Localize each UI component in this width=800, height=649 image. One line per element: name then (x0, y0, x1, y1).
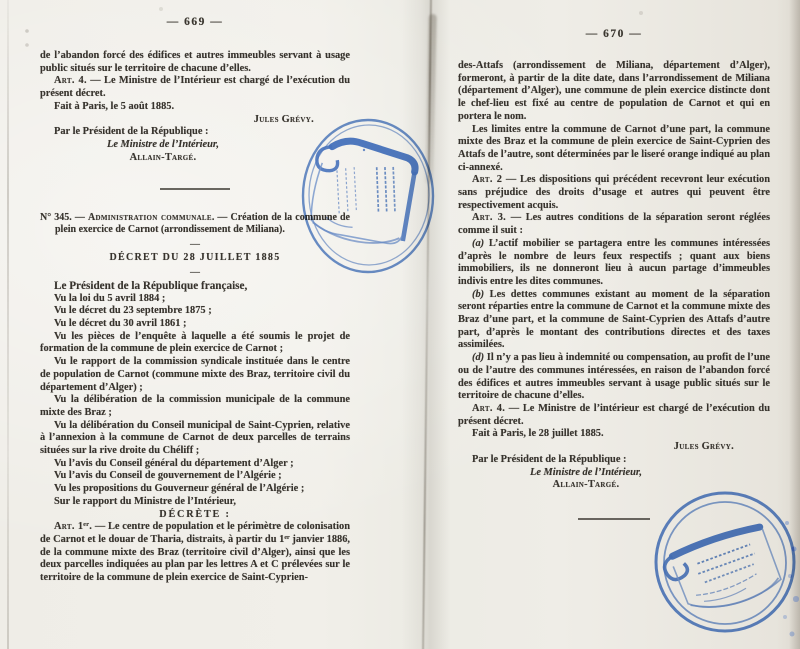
text-segment: L’actif mobilier se partagera entre les communes intéressées d’après le nombre de leurs feux respectifs ; quant aux biens immobiliers, ils ne donneront lieu à aucun partage d’immeubles indivis entre les dites communes. (458, 237, 770, 287)
paragraph (458, 454, 770, 467)
text-segment: Le Président de la République française, (54, 279, 248, 292)
text-segment: Le Ministre de l’Intérieur, (530, 466, 642, 478)
paragraph (458, 441, 770, 454)
paragraph (40, 114, 350, 127)
paragraph (40, 356, 350, 394)
paragraph (40, 280, 350, 293)
text-segment: Par le Président de la République : (472, 453, 627, 465)
paragraph (458, 60, 770, 124)
page-670-body (458, 60, 770, 520)
paper-speckles (0, 0, 2, 2)
text-segment: Allain-Targé. (129, 151, 197, 163)
paragraph (40, 521, 350, 585)
page-669-body (40, 50, 350, 585)
paragraph (458, 238, 770, 289)
text-segment: Vu l’avis du Conseil général du département d’Alger ; (54, 457, 294, 469)
paragraph (458, 124, 770, 175)
text-segment: — Les dispositions qui précédent recevront leur exécution sans préjudice des droits d’usage et autres qui peuvent être respectivement acquis. (458, 174, 770, 211)
paragraph (458, 352, 770, 403)
separator-dash: — (190, 238, 200, 250)
text-segment: Par le Président de la République : (54, 126, 209, 138)
separator-dash: — (190, 266, 200, 278)
text-segment: Vu le décret du 23 septembre 1875 ; (54, 305, 212, 317)
paragraph (40, 305, 350, 318)
paragraph (40, 126, 350, 139)
text-segment: (d) (472, 352, 485, 364)
paragraph (40, 458, 350, 471)
paragraph (458, 212, 770, 237)
page-edge-left (7, 0, 9, 649)
text-segment: Le Ministre de l’Intérieur, (107, 138, 219, 150)
paragraph (40, 50, 350, 75)
page-number-669: — 669 — (166, 16, 224, 28)
text-segment: (a) (472, 237, 485, 249)
separator-rule (160, 188, 230, 190)
paragraph (458, 174, 770, 212)
text-segment: Vu les pièces de l’enquête à laquelle a été soumis le projet de formation de la commune de plein exercice de Carnot ; (40, 330, 350, 355)
paragraph (40, 293, 350, 306)
text-segment: — Le Ministre de l’Intérieur est chargé de l’exécution du présent décret. (40, 75, 350, 100)
text-segment: Vu l’avis du Conseil de gouvernement de l’Algérie ; (54, 470, 282, 482)
text-segment: — Le Ministre de l’intérieur est chargé de l’exécution du présent décret. (458, 402, 770, 427)
paragraph (40, 509, 350, 522)
page-670-column (458, 28, 770, 520)
text-segment: de l’abandon forcé des édifices et autres immeubles servant à usage public situés sur le territoire de chacune d’elles. (40, 50, 350, 74)
text-segment: Les limites entre la commune de Carnot d’une part, la commune mixte des Braz et la commune de plein exercice de Saint-Cyprien des Attafs de l’autre, sont déterminées par le liseré orange indiqué au plan ci-annexé. (458, 123, 770, 173)
text-segment: Allain-Targé. (552, 479, 620, 491)
paragraph (40, 394, 350, 419)
paragraph (458, 428, 770, 441)
text-segment: Fait à Paris, le 5 août 1885. (54, 100, 175, 112)
paragraph (40, 252, 350, 265)
paragraph (458, 467, 770, 480)
text-segment: Vu les propositions du Gouverneur général de l’Algérie ; (54, 483, 305, 495)
text-segment: Vu le rapport de la commission syndicale instituée dans le centre de population de Carnot (commune mixte des Braz, territoire civil du département d’Alger) ; (40, 356, 350, 393)
text-segment: Art. 4. (472, 402, 506, 414)
text-segment: Jules Grévy. (253, 113, 314, 125)
fold-crease-smudge (425, 14, 437, 184)
paragraph (458, 289, 770, 353)
text-segment: Art. 4. (54, 75, 87, 87)
text-segment: Art. 1ᵉʳ. (54, 521, 93, 533)
text-segment: Jules Grévy. (673, 441, 734, 453)
paragraph (40, 331, 350, 356)
page-number-670: — 670 — (585, 28, 643, 40)
text-segment: — Le centre de population et le périmètre de colonisation de Carnot et le douar de Tharia, distraits, à partir du 1ᵉʳ janvier 1886, de la commune mixte des Braz (territoire civil d’Alger), ainsi que les deux parcelles indiquées au plan par les lettres A et C prélevées sur le territoire de la commune de plein exercice de Saint-Cyprien- (40, 521, 350, 584)
paragraph (458, 403, 770, 428)
paragraph (40, 483, 350, 496)
scroll-illustration (660, 524, 783, 620)
text-segment: Les dettes communes existant au moment de la séparation seront réparties entre la commune de Carnot et la commune mixte des Braz d’une part, et la commune de Saint-Cyprien des Attafs d’autre part, d’après le montant des contributions directes et des taxes assimilées. (458, 288, 770, 351)
text-segment: Art. 2 (472, 174, 503, 186)
text-segment: Sur le rapport du Ministre de l’Intérieur, (54, 495, 236, 507)
text-segment: Il n’y a pas lieu à indemnité ou compensation, au profit de l’une ou de l’autre des communes intéressées, en raison de l’abandon forcé des édifices et autres immeubles servant à usage public situés sur le territoire de chacune d’elles. (458, 352, 770, 402)
page-edge-right (789, 0, 800, 649)
paragraph (458, 479, 770, 492)
text-segment: Vu la délibération du Conseil municipal de Saint-Cyprien, relative à l’annexion à la commune de Carnot de deux parcelles de terrains situées sur la rive droite du Chéliff ; (40, 419, 350, 457)
text-segment: des-Attafs (arrondissement de Miliana, département d’Alger), formeront, à partir de la dite date, dans l’arrondissement de Miliana (département d’Alger), une commune de plein exercice distincte dont le chef-lieu est fixé au centre de population de Carnot et qui en portera le nom. (458, 60, 770, 122)
paragraph (40, 152, 350, 165)
text-segment: . — Création de la commune de plein exercice de Carnot (arrondissement de Miliana). (55, 211, 350, 236)
paragraph (40, 470, 350, 483)
text-segment: Fait à Paris, le 28 juillet 1885. (472, 428, 604, 440)
paragraph (40, 212, 350, 237)
paragraph (40, 101, 350, 114)
text-segment: DÉCRET DU 28 JUILLET 1885 (109, 251, 281, 263)
paragraph (40, 139, 350, 152)
text-segment: (b) (472, 288, 485, 300)
text-segment: Art. 3. (472, 212, 507, 224)
page-669-column (40, 16, 350, 585)
text-segment: Administration communale (87, 211, 212, 223)
paragraph (40, 420, 350, 458)
text-segment: Vu la loi du 5 avril 1884 ; (54, 292, 166, 304)
text-segment: DÉCRÈTE : (159, 508, 231, 520)
paragraph (40, 75, 350, 100)
paragraph (40, 318, 350, 331)
text-segment: N° 345. — (40, 211, 88, 223)
text-segment: Vu la délibération de la commission municipale de la commune mixte des Braz ; (40, 394, 350, 418)
text-segment: — Les autres conditions de la séparation seront réglées comme il suit : (458, 212, 770, 237)
separator-rule (578, 518, 650, 520)
paragraph (40, 496, 350, 509)
text-segment: Vu le décret du 30 avril 1861 ; (54, 318, 187, 330)
